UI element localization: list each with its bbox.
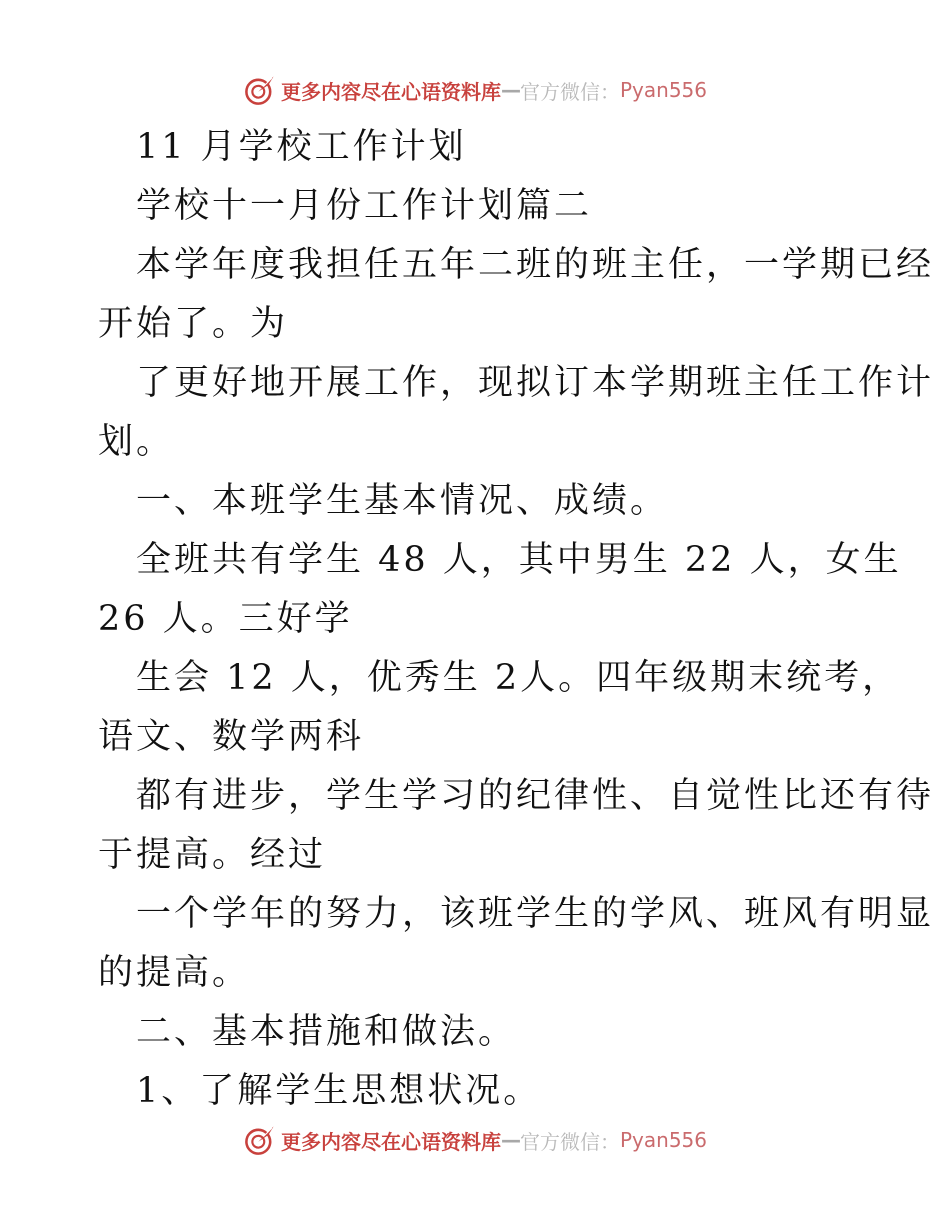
banner-dash: — (500, 1128, 520, 1152)
paragraph-line: 了更好地开展工作，现拟订本学期班主任工作计 (136, 363, 935, 403)
banner-wechat-id: Pyan556 (619, 78, 707, 102)
paragraph-line: 生会 12 人，优秀生 2人。四年级期末统考， (136, 658, 901, 698)
header-banner (0, 72, 950, 108)
paragraph-line: 划。 (98, 422, 175, 462)
banner-wechat-label: 官方微信： (519, 79, 620, 104)
paragraph-line: 开始了。为 (98, 304, 289, 344)
paragraph-line: 语文、数学两科 (98, 717, 365, 757)
paragraph-line: 的提高。 (98, 953, 251, 993)
banner-dash: — (500, 78, 520, 102)
banner-title: 更多内容尽在心语资料库 (280, 1129, 501, 1154)
section-heading: 二、基本措施和做法。 (136, 1012, 517, 1052)
paragraph-line: 本学年度我担任五年二班的班主任，一学期已经 (136, 245, 935, 285)
banner-wechat-id: Pyan556 (619, 1128, 707, 1152)
paragraph-line: 都有进步，学生学习的纪律性、自觉性比还有待 (136, 776, 935, 816)
footer-banner (0, 1122, 950, 1158)
banner-title: 更多内容尽在心语资料库 (280, 79, 501, 104)
paragraph-line: 一个学年的努力，该班学生的学风、班风有明显 (136, 894, 935, 934)
document-subtitle: 学校十一月份工作计划篇二 (136, 186, 593, 226)
paragraph-line: 于提高。经过 (98, 835, 327, 875)
quill-logo-icon (243, 1123, 277, 1157)
paragraph-line: 全班共有学生 48 人，其中男生 22 人，女生 (136, 540, 902, 580)
paragraph-line: 26 人。三好学 (98, 599, 353, 639)
document-title: 11 月学校工作计划 (136, 127, 467, 167)
list-item: 1、了解学生思想状况。 (136, 1071, 542, 1111)
document-body (98, 118, 935, 1121)
quill-logo-icon (243, 73, 277, 107)
banner-wechat-label: 官方微信： (519, 1129, 620, 1154)
section-heading: 一、本班学生基本情况、成绩。 (136, 481, 669, 521)
